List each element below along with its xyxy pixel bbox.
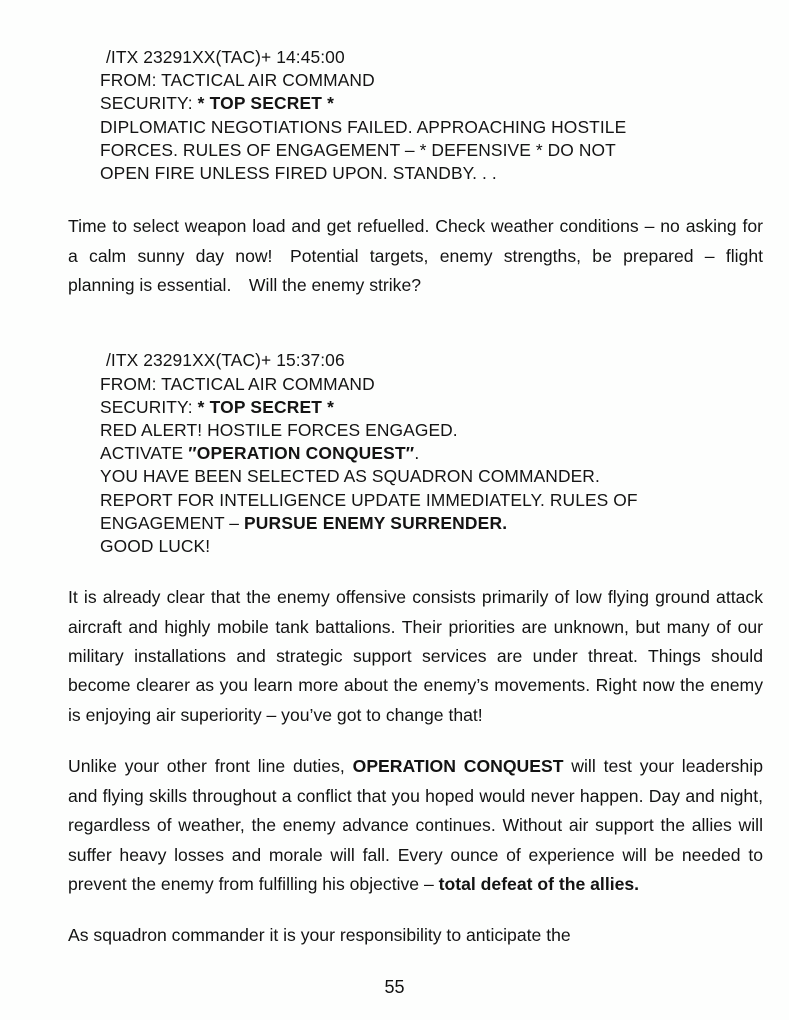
signal-selected-line: YOU HAVE BEEN SELECTED AS SQUADRON COMMANDER. [100,466,600,487]
signal-security-label: SECURITY: [100,396,198,417]
spacer [68,558,763,583]
paragraph-3-part-2: will test your leadership and flying skills throughout a conflict that you hoped would never happen. Day and night, regardless of weather, the enemy advance continues. Without air support the allies will suffer heavy losses and morale will fall. Every ounce of experience will be needed to prevent the enemy from fulfilling his objective – [68,756,763,894]
signal-body-line-3: OPEN FIRE UNLESS FIRED UPON. STANDBY. . . [100,163,497,184]
signal-header-line: /ITX 23291XX(TAC)+ 15:37:06 [106,350,345,371]
signal-header-line: /ITX 23291XX(TAC)+ 14:45:00 [106,47,345,67]
signal-report-line: REPORT FOR INTELLIGENCE UPDATE IMMEDIATELY. RULES OF [100,489,638,510]
body-paragraph-3 [68,752,763,899]
signal-security-value: * TOP SECRET * [197,93,335,114]
signal-activate-suffix: . [414,443,420,464]
signal-security-line [100,92,763,115]
signal-message-first [100,46,763,185]
page-content-column [68,46,763,951]
signal-from-line: FROM: TACTICAL AIR COMMAND [100,70,375,91]
signal-activate-line [100,442,763,465]
page-number: 55 [384,977,405,997]
signal-activate-prefix: ACTIVATE [100,443,189,464]
body-paragraph-4: As squadron commander it is your responsibility to anticipate the [68,925,571,946]
signal-from-line: FROM: TACTICAL AIR COMMAND [100,373,375,394]
signal-message-second [100,349,763,558]
paragraph-3-operation-name: OPERATION CONQUEST [352,756,564,777]
signal-operation-name: ″OPERATION CONQUEST″ [188,443,415,464]
paragraph-3-part-1: Unlike your other front line duties, [68,756,353,777]
signal-engagement-prefix: ENGAGEMENT – [100,512,244,533]
signal-body-line-1: DIPLOMATIC NEGOTIATIONS FAILED. APPROACHING HOSTILE [100,116,627,137]
body-paragraph-2: It is already clear that the enemy offensive consists primarily of low flying ground attack aircraft and highly mobile tank battalions. Their priorities are unknown, but many of our military installations and strategic support services are under threat. Things should become clearer as you learn more about the enemy’s movements. Right now the enemy is enjoying air superiority – you’ve got to change that! [68,587,763,725]
signal-engagement-line [100,512,763,535]
spacer [68,185,763,212]
paragraph-3-objective: total defeat of the allies. [438,873,640,894]
signal-red-alert-line: RED ALERT! HOSTILE FORCES ENGAGED. [100,420,458,441]
signal-security-line [100,396,763,419]
spacer [68,899,763,921]
signal-engagement-order: PURSUE ENEMY SURRENDER. [244,512,508,533]
spacer [68,730,763,752]
spacer [68,300,763,349]
signal-good-luck-line: GOOD LUCK! [100,536,211,557]
signal-security-value: * TOP SECRET * [197,396,335,417]
signal-body-line-2: FORCES. RULES OF ENGAGEMENT – * DEFENSIVE * DO NOT [100,139,616,160]
body-paragraph-1: Time to select weapon load and get refuelled. Check weather conditions – no asking for a calm sunny day now! Potential targets, enemy strengths, be prepared – flight planning is essential. Will the enemy strike? [68,216,763,296]
signal-security-label: SECURITY: [100,93,198,114]
